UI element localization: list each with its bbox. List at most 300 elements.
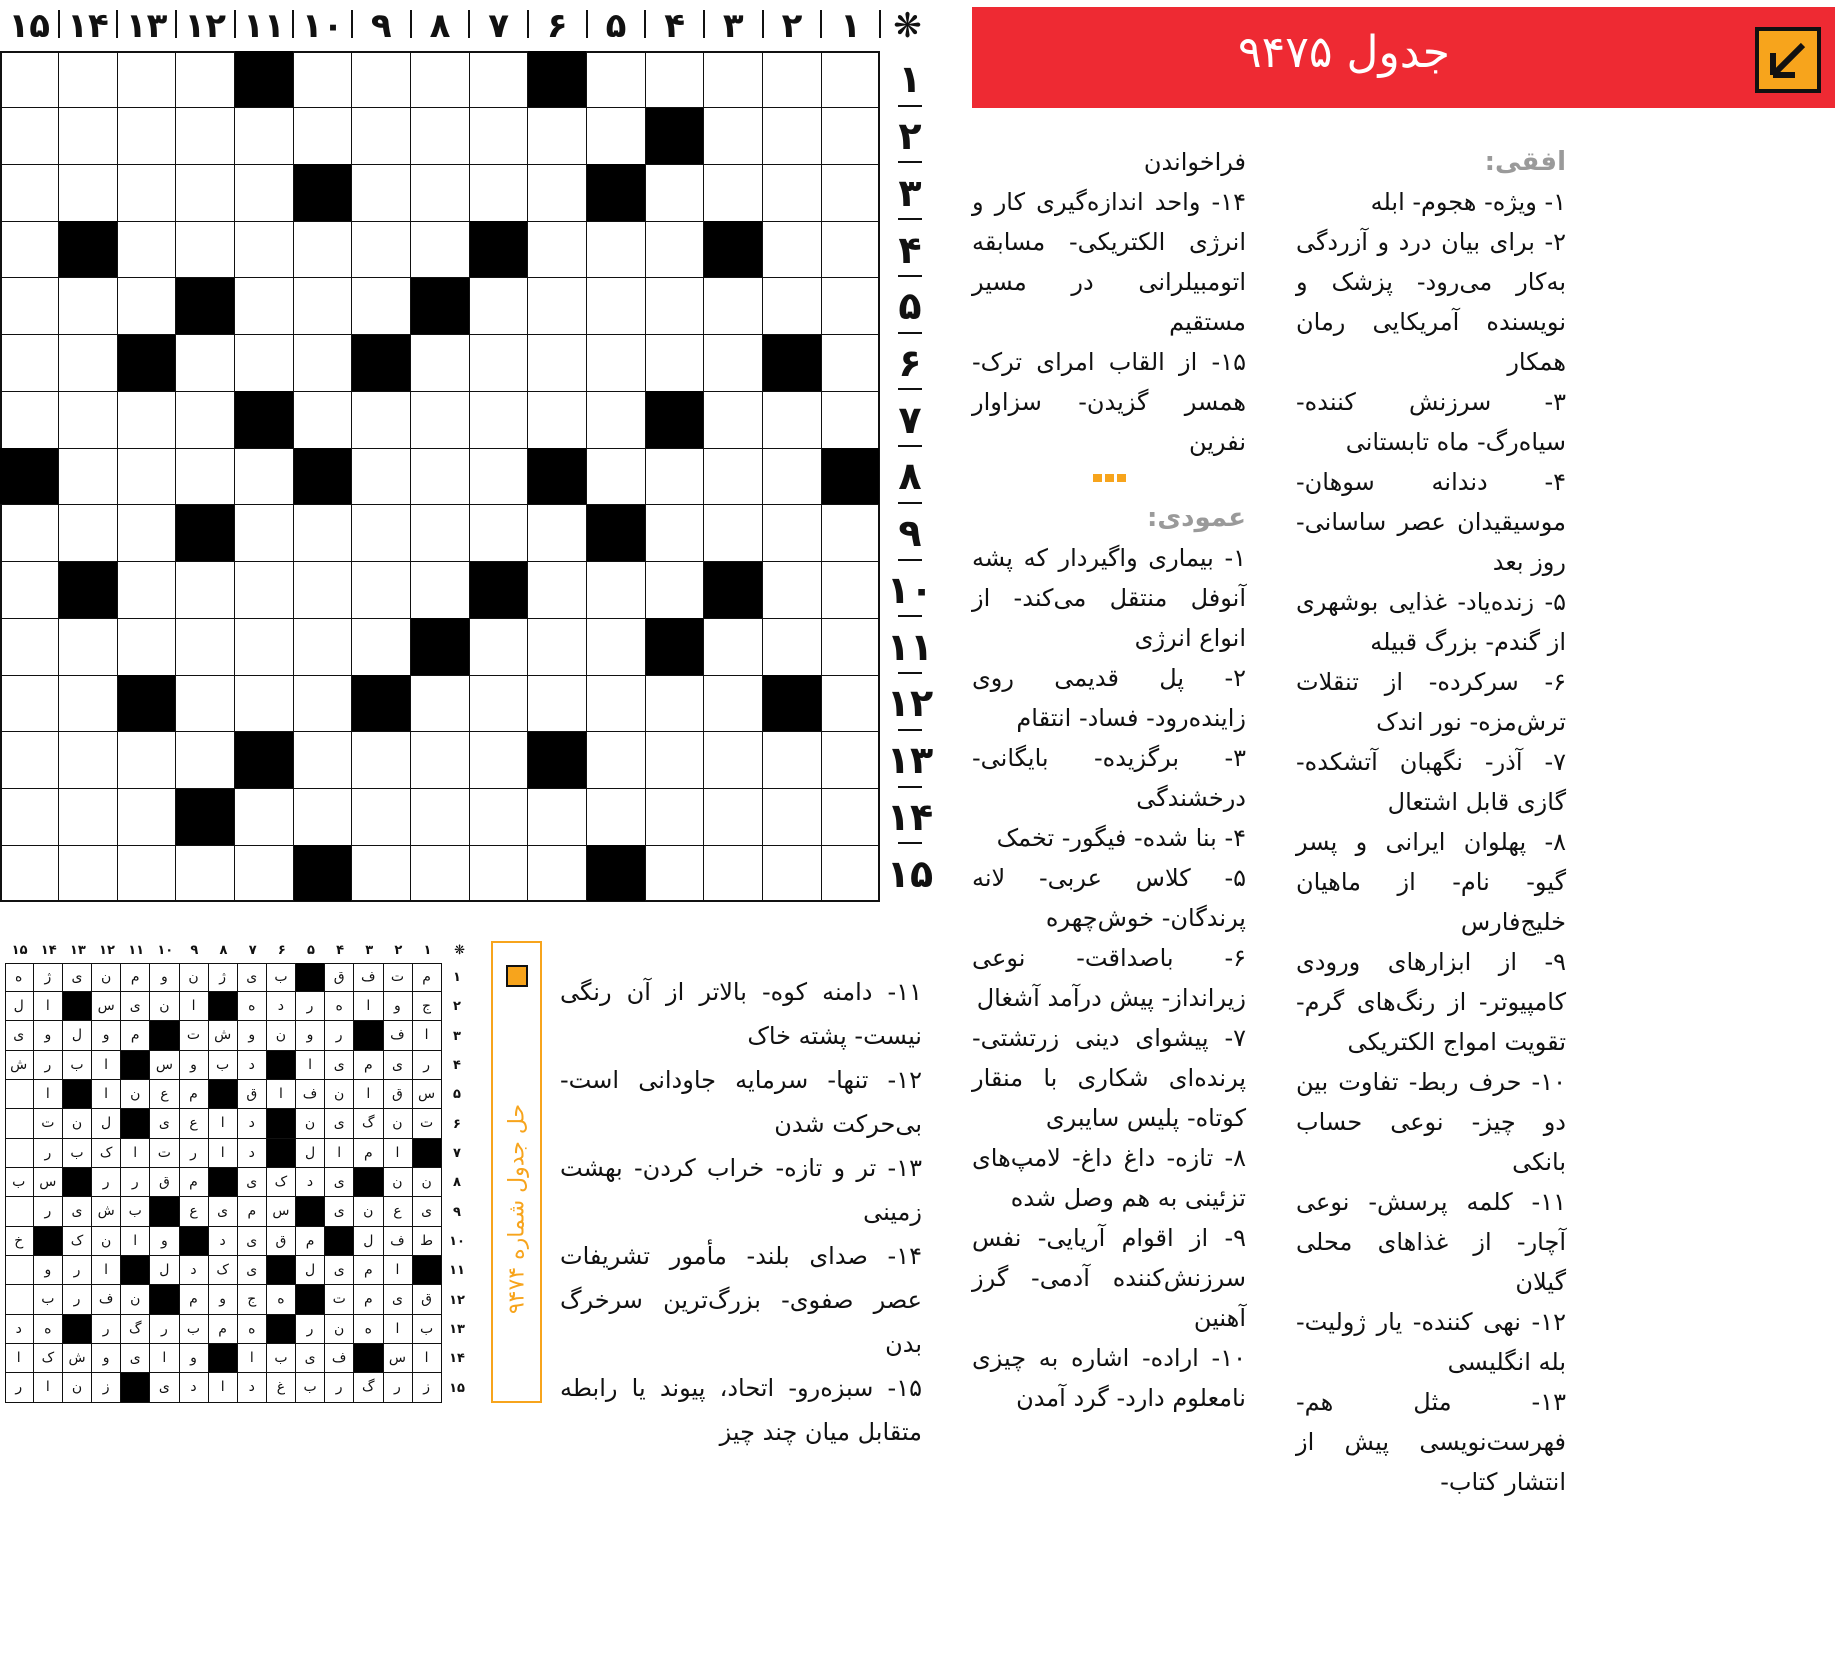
solution-row-number: ۴	[453, 1058, 461, 1074]
empty-cell	[411, 562, 470, 619]
solution-row-number: ۲	[453, 999, 461, 1015]
clue-item: ۵- زنده‌یاد- غذایی بوشهری از گندم- بزرگ قبیله	[1296, 588, 1566, 656]
empty-cell	[0, 278, 59, 335]
solution-black-cell	[296, 1197, 325, 1227]
solution-letter-cell: ک	[208, 1256, 237, 1286]
solution-letter-cell: ب	[5, 1168, 34, 1198]
solution-column-number: ۹	[190, 942, 199, 958]
empty-cell	[411, 108, 470, 165]
black-cell	[293, 845, 352, 902]
empty-cell	[352, 562, 411, 619]
empty-cell	[821, 675, 880, 732]
solution-column-number: ۱۵	[11, 942, 28, 958]
empty-cell	[704, 732, 763, 789]
solution-letter-cell: ر	[296, 1315, 325, 1345]
column-number: ۳	[722, 6, 744, 46]
solution-letter-cell	[5, 1285, 34, 1315]
solution-letter-cell: ک	[267, 1168, 296, 1198]
empty-cell	[645, 164, 704, 221]
solution-letter-cell: ق	[383, 1080, 412, 1110]
empty-cell	[763, 108, 822, 165]
column-number: ۱۲	[184, 6, 227, 46]
solution-letter-cell	[5, 1080, 34, 1110]
solution-row-number: ۱۴	[449, 1351, 465, 1367]
solution-letter-cell: ه	[354, 1315, 383, 1345]
black-cell	[587, 505, 646, 562]
empty-cell	[176, 221, 235, 278]
solution-letter-cell: ل	[296, 1139, 325, 1169]
row-separator	[898, 275, 922, 277]
solution-letter-cell: د	[267, 992, 296, 1022]
empty-cell	[469, 618, 528, 675]
solution-black-cell	[121, 1256, 150, 1286]
row-separator	[898, 502, 922, 504]
solution-letter-cell: و	[238, 1021, 267, 1051]
solution-letter-cell: گ	[354, 1373, 383, 1403]
empty-cell	[704, 391, 763, 448]
empty-cell	[0, 51, 59, 108]
crossword-grid	[0, 51, 880, 902]
empty-cell	[704, 278, 763, 335]
solution-letter-cell: ی	[208, 1197, 237, 1227]
solution-letter-cell: ا	[208, 1139, 237, 1169]
solution-row-number: ۶	[453, 1116, 461, 1132]
solution-letter-cell: س	[412, 1080, 441, 1110]
solution-black-cell	[150, 1285, 179, 1315]
clue-item: ۷- پیشوای دینی زرتشتی- پرنده‌ای شکاری با منقار کوتاه- پلیس سایبری	[972, 1024, 1246, 1132]
black-cell	[117, 335, 176, 392]
clue-item: ۱۰- حرف ربط- تفاوت بین دو چیز- نوعی حساب بانکی	[1296, 1068, 1566, 1176]
solution-letter-cell: ف	[354, 963, 383, 993]
solution-letter-cell: ی	[121, 1344, 150, 1374]
solution-letter-cell: ل	[150, 1256, 179, 1286]
empty-cell	[763, 732, 822, 789]
solution-column-number: ۸	[219, 942, 228, 958]
solution-column-number: ۳	[365, 942, 374, 958]
down-clue-list	[972, 538, 1246, 1418]
empty-cell	[411, 732, 470, 789]
empty-cell	[235, 448, 294, 505]
solution-row-number: ۷	[453, 1146, 461, 1162]
clue-item: ۱۲- تنها- سرمایه جاودانی است- بی‌حرکت شدن	[560, 1066, 922, 1138]
solution-letter-cell: و	[179, 1051, 208, 1081]
empty-cell	[117, 164, 176, 221]
solution-letter-cell: ر	[179, 1139, 208, 1169]
empty-cell	[352, 789, 411, 846]
solution-letter-cell: ی	[238, 963, 267, 993]
empty-cell	[235, 221, 294, 278]
row-separator	[898, 842, 922, 844]
empty-cell	[645, 562, 704, 619]
column-number: ۱۰	[301, 6, 344, 46]
solution-letter-cell: ه	[238, 1315, 267, 1345]
solution-letter-cell: ا	[238, 1344, 267, 1374]
solution-letter-cell: ن	[325, 1080, 354, 1110]
solution-column-number: ۶	[277, 942, 286, 958]
empty-cell	[59, 391, 118, 448]
empty-cell	[821, 618, 880, 675]
solution-letter-cell: ب	[63, 1139, 92, 1169]
solution-letter-cell: م	[354, 1051, 383, 1081]
solution-black-cell	[121, 1373, 150, 1403]
empty-cell	[821, 391, 880, 448]
empty-cell	[176, 335, 235, 392]
empty-cell	[117, 845, 176, 902]
solution-letter-cell: ق	[412, 1285, 441, 1315]
empty-cell	[469, 789, 528, 846]
empty-cell	[293, 335, 352, 392]
empty-cell	[704, 335, 763, 392]
solution-row-number: ۵	[453, 1087, 461, 1103]
solution-black-cell	[150, 1197, 179, 1227]
clue-item: ۹- از ابزارهای ورودی کامپیوتر- از رنگ‌های گرم- تقویت امواج الکتریکی	[1296, 948, 1566, 1056]
empty-cell	[645, 675, 704, 732]
solution-letter-cell: ب	[208, 1051, 237, 1081]
solution-letter-cell: ی	[121, 992, 150, 1022]
empty-cell	[763, 448, 822, 505]
solution-letter-cell: د	[238, 1373, 267, 1403]
empty-cell	[117, 789, 176, 846]
empty-cell	[704, 51, 763, 108]
empty-cell	[59, 108, 118, 165]
solution-letter-cell: ا	[412, 1021, 441, 1051]
solution-black-cell	[354, 1168, 383, 1198]
solution-letter-cell: و	[34, 1021, 63, 1051]
clue-item: ۲- برای بیان درد و آزردگی به‌کار می‌رود- پزشک و نویسنده آمریکایی رمان همکار	[1296, 228, 1566, 376]
solution-letter-cell: ن	[412, 1168, 441, 1198]
solution-black-cell	[325, 1227, 354, 1257]
solution-letter-cell: و	[179, 1344, 208, 1374]
black-cell	[469, 221, 528, 278]
solution-letter-cell: ع	[383, 1197, 412, 1227]
row-number: ۴	[898, 227, 922, 272]
solution-black-cell	[267, 1139, 296, 1169]
empty-cell	[821, 278, 880, 335]
empty-cell	[293, 51, 352, 108]
black-cell	[528, 732, 587, 789]
solution-letter-cell: ن	[92, 963, 121, 993]
solution-letter-cell: ر	[34, 1197, 63, 1227]
solution-letter-cell: ش	[208, 1021, 237, 1051]
solution-letter-cell: ل	[5, 992, 34, 1022]
solution-letter-cell: ق	[267, 1227, 296, 1257]
solution-letter-cell: م	[208, 1315, 237, 1345]
row-separator	[898, 105, 922, 107]
solution-letter-cell: ر	[92, 1315, 121, 1345]
solution-letter-cell: ی	[325, 1197, 354, 1227]
black-cell	[645, 618, 704, 675]
empty-cell	[587, 278, 646, 335]
row-separator	[898, 445, 922, 447]
solution-column-number: ۱۱	[128, 942, 145, 958]
black-cell	[821, 448, 880, 505]
solution-black-cell	[208, 1080, 237, 1110]
row-separator	[898, 161, 922, 163]
clue-item: ۴- دندانه سوهان- موسیقیدان عصر ساسانی- روز بعد	[1296, 468, 1566, 576]
empty-cell	[352, 391, 411, 448]
solution-letter-cell: ن	[63, 1109, 92, 1139]
empty-cell	[59, 164, 118, 221]
solution-letter-cell: ت	[383, 963, 412, 993]
solution-letter-cell: د	[208, 1227, 237, 1257]
solution-letter-cell: د	[238, 1051, 267, 1081]
empty-cell	[469, 391, 528, 448]
empty-cell	[293, 391, 352, 448]
solution-letter-cell: ق	[150, 1168, 179, 1198]
solution-letter-cell: ی	[325, 1051, 354, 1081]
solution-letter-cell: ن	[150, 992, 179, 1022]
clues-across-column	[1296, 142, 1566, 1502]
row-separator	[898, 332, 922, 334]
empty-cell	[176, 391, 235, 448]
solution-letter-cell: م	[121, 1021, 150, 1051]
column-separator	[703, 10, 705, 38]
empty-cell	[528, 618, 587, 675]
solution-letter-cell: ف	[296, 1080, 325, 1110]
empty-cell	[821, 51, 880, 108]
solution-row-number: ۸	[453, 1175, 461, 1191]
solution-letter-cell: ب	[63, 1051, 92, 1081]
solution-letter-cell: ک	[92, 1139, 121, 1169]
solution-letter-cell: ر	[325, 1021, 354, 1051]
solution-letter-cell: ا	[92, 1051, 121, 1081]
empty-cell	[587, 335, 646, 392]
solution-letter-cell: ف	[383, 1227, 412, 1257]
solution-letter-cell: ا	[121, 1139, 150, 1169]
empty-cell	[528, 789, 587, 846]
solution-letter-cell: م	[179, 1285, 208, 1315]
solution-black-cell	[296, 963, 325, 993]
clue-item: ۴- بنا شده- فیگور- تخمک	[996, 824, 1246, 852]
solution-letter-cell: ک	[34, 1344, 63, 1374]
solution-black-cell	[296, 1285, 325, 1315]
empty-cell	[587, 618, 646, 675]
solution-letter-cell: و	[296, 1021, 325, 1051]
empty-cell	[235, 164, 294, 221]
empty-cell	[821, 845, 880, 902]
row-separator	[898, 615, 922, 617]
solution-letter-cell: ا	[354, 992, 383, 1022]
row-separator	[898, 672, 922, 674]
black-cell	[587, 164, 646, 221]
empty-cell	[411, 845, 470, 902]
clue-item: ۱۵- از القاب امرای ترک- همسر گزیدن- سزاوار نفرین	[972, 348, 1246, 456]
solution-black-cell	[267, 1315, 296, 1345]
solution-letter-cell: ه	[267, 1285, 296, 1315]
solution-letter-cell: م	[354, 1285, 383, 1315]
solution-row-number: ۱۱	[449, 1263, 465, 1279]
solution-letter-cell: د	[5, 1315, 34, 1345]
solution-letter-cell: ن	[121, 1080, 150, 1110]
solution-letter-cell: ب	[179, 1315, 208, 1345]
solution-letter-cell: ی	[383, 1051, 412, 1081]
solution-letter-cell: س	[34, 1168, 63, 1198]
solution-letter-cell: ت	[412, 1109, 441, 1139]
column-separator	[175, 10, 177, 38]
corner-arrow-icon	[1755, 27, 1821, 93]
clue-item: ۲- پل قدیمی روی زاینده‌رود- فساد- انتقام	[972, 664, 1246, 732]
title-bar	[972, 7, 1835, 108]
empty-cell	[117, 448, 176, 505]
black-cell	[704, 221, 763, 278]
empty-cell	[821, 562, 880, 619]
empty-cell	[59, 845, 118, 902]
solution-letter-cell: ن	[63, 1373, 92, 1403]
solution-letter-cell: ب	[267, 963, 296, 993]
solution-letter-cell: ب	[34, 1285, 63, 1315]
empty-cell	[528, 562, 587, 619]
empty-cell	[176, 164, 235, 221]
column-number: ۴	[664, 6, 685, 46]
solution-letter-cell: ی	[296, 1344, 325, 1374]
solution-black-cell	[121, 1051, 150, 1081]
row-number: ۱۴	[886, 794, 934, 839]
column-separator	[644, 10, 646, 38]
empty-cell	[821, 505, 880, 562]
solution-label-box	[491, 941, 542, 1403]
solution-letter-cell: ا	[412, 1344, 441, 1374]
clue-item: فراخواندن	[1143, 148, 1246, 176]
empty-cell	[469, 448, 528, 505]
empty-cell	[645, 335, 704, 392]
solution-letter-cell: ا	[208, 1373, 237, 1403]
solution-black-cell	[208, 992, 237, 1022]
solution-letter-cell: س	[267, 1197, 296, 1227]
row-number: ۱۵	[886, 851, 934, 896]
black-cell	[645, 391, 704, 448]
solution-letter-cell: ر	[296, 992, 325, 1022]
empty-cell	[176, 732, 235, 789]
empty-cell	[59, 51, 118, 108]
down-clue-list-continued	[560, 970, 922, 1454]
empty-cell	[352, 278, 411, 335]
black-cell	[704, 562, 763, 619]
solution-letter-cell: ل	[296, 1256, 325, 1286]
black-cell	[469, 562, 528, 619]
empty-cell	[352, 618, 411, 675]
solution-column-number: ۱۳	[69, 942, 86, 958]
row-number: ۲	[898, 114, 922, 159]
black-cell	[59, 562, 118, 619]
solution-letter-cell: ی	[150, 1373, 179, 1403]
row-number: ۸	[898, 454, 922, 499]
solution-row-number: ۱۲	[449, 1292, 465, 1308]
black-cell	[235, 391, 294, 448]
black-cell	[763, 335, 822, 392]
empty-cell	[821, 335, 880, 392]
solution-letter-cell	[5, 1139, 34, 1169]
row-number: ۱۱	[886, 624, 934, 669]
solution-letter-cell: ر	[34, 1051, 63, 1081]
empty-cell	[411, 505, 470, 562]
empty-cell	[235, 562, 294, 619]
black-cell	[235, 51, 294, 108]
solution-column-number: ۱	[423, 942, 432, 958]
row-separator	[898, 388, 922, 390]
empty-cell	[176, 108, 235, 165]
empty-cell	[117, 732, 176, 789]
solution-letter-cell: ر	[121, 1168, 150, 1198]
empty-cell	[293, 789, 352, 846]
solution-letter-cell: ی	[325, 1109, 354, 1139]
empty-cell	[411, 335, 470, 392]
empty-cell	[528, 278, 587, 335]
empty-cell	[176, 51, 235, 108]
solution-letter-cell: ن	[296, 1109, 325, 1139]
solution-letter-cell: ی	[383, 1285, 412, 1315]
empty-cell	[411, 789, 470, 846]
empty-cell	[763, 278, 822, 335]
solution-letter-cell: ر	[5, 1373, 34, 1403]
solution-letter-cell: ر	[34, 1139, 63, 1169]
empty-cell	[0, 221, 59, 278]
clues-middle-column	[972, 142, 1246, 1418]
solution-letter-cell: ل	[354, 1227, 383, 1257]
solution-black-cell	[63, 1168, 92, 1198]
empty-cell	[235, 505, 294, 562]
empty-cell	[411, 391, 470, 448]
empty-cell	[469, 675, 528, 732]
solution-letter-cell: ب	[296, 1373, 325, 1403]
solution-letter-cell: ب	[121, 1197, 150, 1227]
solution-letter-cell: ا	[34, 992, 63, 1022]
empty-cell	[704, 618, 763, 675]
solution-letter-cell: ط	[412, 1227, 441, 1257]
solution-letter-cell: ک	[63, 1227, 92, 1257]
solution-letter-cell: ا	[383, 1139, 412, 1169]
solution-row-number: ۱۳	[449, 1322, 465, 1338]
solution-letter-cell: ا	[383, 1256, 412, 1286]
solution-black-cell	[208, 1168, 237, 1198]
empty-cell	[235, 789, 294, 846]
empty-cell	[117, 51, 176, 108]
clue-item: ۷- آذر- نگهبان آتشکده- گازی قابل اشتعال	[1296, 748, 1566, 816]
solution-row-number: ۹	[453, 1204, 461, 1220]
empty-cell	[352, 164, 411, 221]
black-cell	[117, 675, 176, 732]
solution-column-number: ۱۲	[99, 942, 115, 958]
solution-letter-cell: ن	[354, 1197, 383, 1227]
solution-letter-cell: و	[208, 1285, 237, 1315]
column-number: ۱۴	[67, 6, 109, 46]
clue-item: ۵- کلاس عربی- لانه پرندگان- خوش‌چهره	[972, 864, 1246, 932]
empty-cell	[235, 108, 294, 165]
empty-cell	[411, 448, 470, 505]
column-separator	[116, 10, 118, 38]
row-number: ۱۰	[886, 567, 934, 612]
column-number: ۱۱	[243, 6, 285, 46]
clue-item: ۱۳- مثل هم- فهرست‌نویسی پیش از انتشار کتاب-	[1296, 1388, 1566, 1496]
solution-letter-cell: گ	[121, 1315, 150, 1345]
empty-cell	[528, 108, 587, 165]
empty-cell	[528, 391, 587, 448]
empty-cell	[176, 845, 235, 902]
solution-letter-cell: ف	[325, 1344, 354, 1374]
empty-cell	[469, 845, 528, 902]
empty-cell	[528, 221, 587, 278]
empty-cell	[821, 732, 880, 789]
solution-letter-cell: ز	[412, 1373, 441, 1403]
row-separator	[898, 559, 922, 561]
empty-cell	[176, 562, 235, 619]
black-cell	[587, 845, 646, 902]
corner-symbol: ❋	[893, 6, 922, 46]
solution-letter-cell: م	[354, 1256, 383, 1286]
empty-cell	[763, 221, 822, 278]
empty-cell	[352, 221, 411, 278]
solution-letter-cell	[5, 1109, 34, 1139]
clue-item: ۳- برگزیده- بایگانی- درخشندگی	[972, 744, 1246, 812]
